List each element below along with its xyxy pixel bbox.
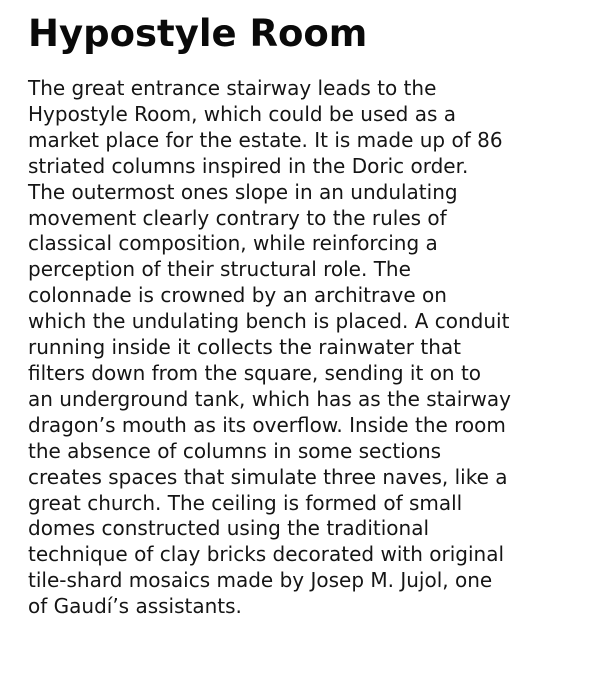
text-line: perception of their structural role. The: [28, 257, 411, 282]
text-line: tile-shard mosaics made by Josep M. Jujol, one: [28, 568, 493, 593]
text-line: market place for the estate. It is made up of 86: [28, 127, 503, 152]
text-line: striated columns inspired in the Doric order.: [28, 153, 469, 178]
text-line: The outermost ones slope in an undulating: [28, 179, 458, 204]
text-line: filters down from the square, sending it on to: [28, 360, 482, 385]
text-line: great church. The ceiling is formed of small: [28, 490, 463, 515]
text-line: movement clearly contrary to the rules of: [28, 205, 447, 230]
text-line: classical composition, while reinforcing a: [28, 231, 438, 256]
text-line: the absence of columns in some sections: [28, 438, 442, 463]
text-line: creates spaces that simulate three naves, like a: [28, 464, 508, 489]
text-line: technique of clay bricks decorated with original: [28, 542, 505, 567]
text-line: Hypostyle Room, which could be used as a: [28, 101, 457, 126]
text-line: running inside it collects the rainwater that: [28, 335, 461, 360]
text-line: The great entrance stairway leads to the: [28, 76, 437, 100]
text-line: colonnade is crowned by an architrave on: [28, 283, 447, 308]
body-paragraph: [28, 76, 590, 620]
page-title: Hypostyle Room: [28, 12, 368, 55]
text-line: dragon’s mouth as its overflow. Inside the room: [28, 412, 506, 437]
text-line: domes constructed using the traditional: [28, 516, 430, 541]
text-line: which the undulating bench is placed. A conduit: [28, 309, 510, 334]
text-line: of Gaudí’s assistants.: [28, 594, 242, 619]
text-line: an underground tank, which has as the stairway: [28, 386, 511, 411]
